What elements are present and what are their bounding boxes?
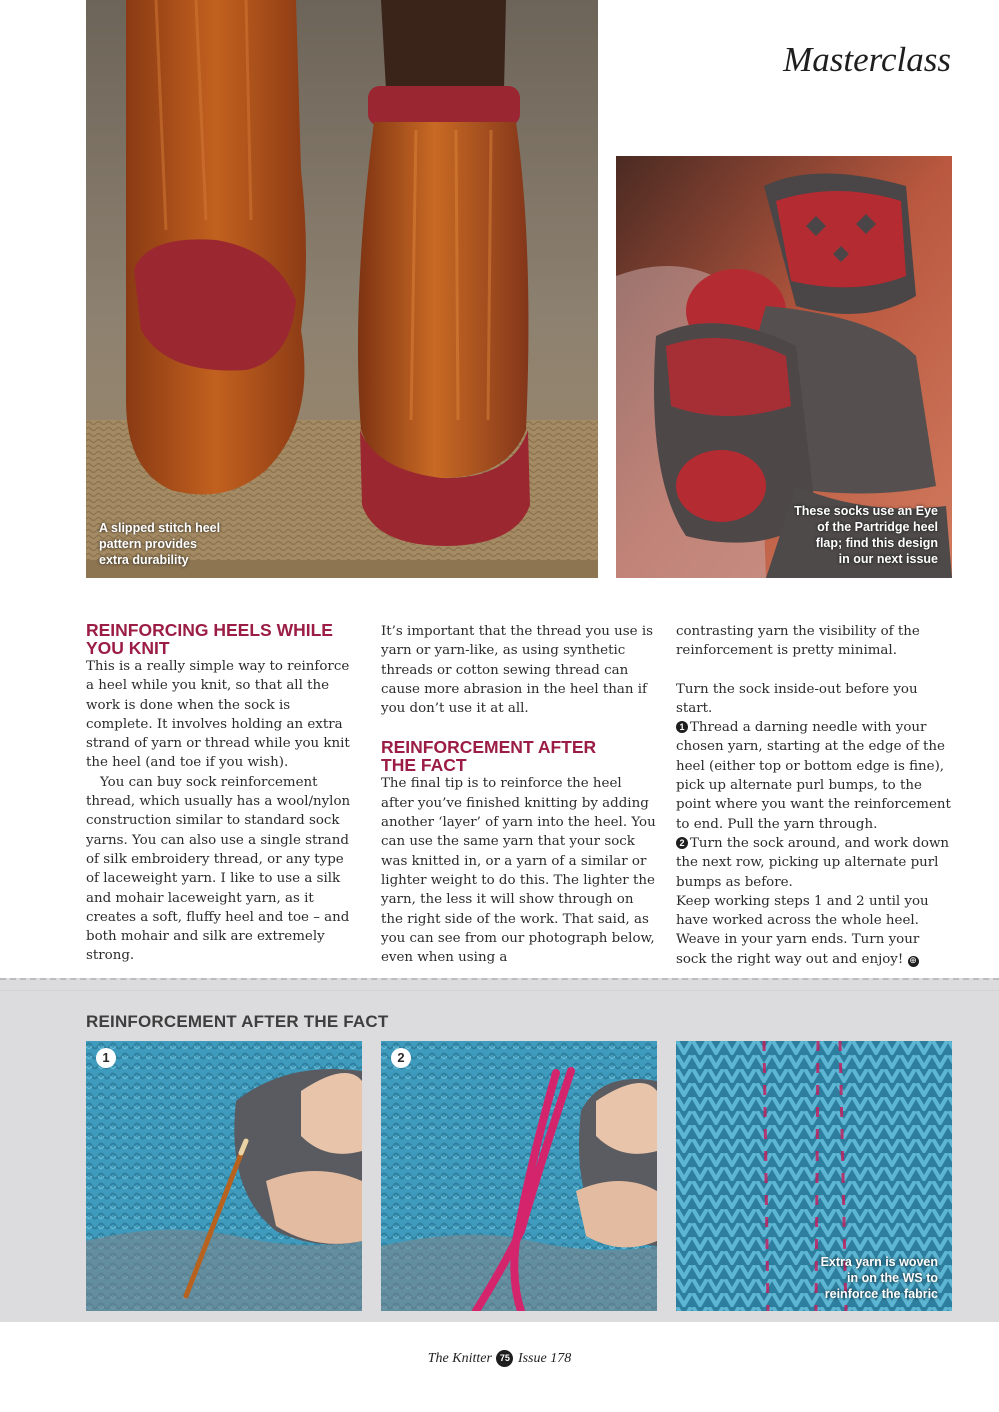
paragraph: It’s important that the thread you use is yarn or yarn-like, as using synthetic threads or cotton sewing thread can cause more abrasion in the heel than if you don’t use it at all. [381, 624, 653, 717]
article-column-3 [676, 622, 952, 969]
caption-line: pattern provides [99, 537, 197, 551]
caption-line: reinforce the fabric [824, 1287, 938, 1301]
footer-magazine: The Knitter [427, 1351, 492, 1366]
step-2 [676, 834, 952, 892]
step-2-text: Turn the sock around, and work down the next row, picking up alternate purl bumps as before. [676, 835, 950, 890]
photo-slipped-stitch-heel [86, 0, 598, 578]
paragraph: Turn the sock inside-out before you start. [676, 681, 918, 716]
caption-line: of the Partridge heel [817, 520, 938, 534]
paragraph: contrasting yarn the visibility of the reinforcement is pretty minimal. [676, 624, 920, 659]
step-number-2: 2 [676, 837, 688, 849]
caption-slipped-stitch [99, 520, 220, 568]
masthead-title: Masterclass [783, 40, 951, 79]
paragraph: This is a really simple way to reinforce a heel while you knit, so that all the work is done when the sock is complete. It involves holding an extra strand of yarn or thread while you knit the heel (and toe if you wish). [86, 659, 350, 771]
paragraph-text: Keep working steps 1 and 2 until you have worked across the whole heel. Weave in your yarn ends. Turn your sock the right way out and enjoy! [676, 893, 929, 967]
caption-extra-yarn [821, 1254, 938, 1302]
paragraph: The final tip is to reinforce the heel after you’ve finished knitting by adding another ‘layer’ of yarn into the heel. You can use the same yarn that your sock was knitted in, or a yarn of a similar or lighter weight to do this. The lighter the yarn, the less it will show through on the right side of the work. That said, as you can see from our photograph below, even when using a [381, 776, 656, 966]
heading-line: REINFORCEMENT AFTER [381, 737, 597, 758]
caption-line: Extra yarn is woven [820, 1255, 938, 1269]
heading-line: THE FACT [381, 755, 467, 776]
caption-line: flap; find this design [815, 536, 938, 550]
page-number: 75 [496, 1350, 513, 1367]
step-photo-1 [86, 1041, 362, 1311]
caption-eye-of-partridge [794, 503, 938, 567]
heading-line: REINFORCING HEELS WHILE [86, 620, 333, 640]
step-badge-1: 1 [96, 1048, 116, 1068]
caption-line: in our next issue [838, 552, 938, 566]
socks-illustration [86, 0, 598, 578]
step-1-text: Thread a darning needle with your chosen yarn, starting at the edge of the heel (either top or bottom edge is fine), pick up alternate purl bumps, to the point where you want the reinforcement to end. Pull the yarn through. [676, 720, 951, 832]
caption-line: These socks use an Eye [794, 504, 938, 518]
band-divider [0, 990, 999, 991]
caption-line: A slipped stitch heel [99, 521, 221, 535]
step-badge-2: 2 [391, 1048, 411, 1068]
footer-issue: Issue 178 [517, 1351, 572, 1366]
pink-yarn-woven-illustration [381, 1041, 657, 1311]
heading-reinforcing-heels [86, 621, 354, 657]
step-number-1: 1 [676, 721, 688, 733]
article-column-2 [381, 622, 656, 967]
step-photo-2 [381, 1041, 657, 1311]
paragraph [676, 892, 952, 969]
band-title: REINFORCEMENT AFTER THE FACT [86, 1012, 389, 1031]
heading-line: YOU KNIT [86, 638, 170, 658]
band-divider [0, 978, 999, 980]
step-1 [676, 718, 952, 834]
caption-line: in on the WS to [847, 1271, 938, 1285]
heading-reinforcement-after [381, 738, 656, 774]
article-column-1 [86, 621, 354, 966]
caption-line: extra durability [99, 553, 189, 567]
needle-in-knit-illustration [86, 1041, 362, 1311]
paragraph: You can buy sock reinforcement thread, which usually has a wool/nylon construction similar to standard sock yarns. You can also use a single strand of silk embroidery thread, or any type of laceweight yarn. I like to use a silk and mohair laceweight yarn, as it creates a soft, fluffy heel and toe – and both mohair and silk are extremely strong. [86, 774, 351, 964]
end-mark-icon: ⊕ [909, 955, 917, 966]
page-footer [0, 1350, 999, 1367]
